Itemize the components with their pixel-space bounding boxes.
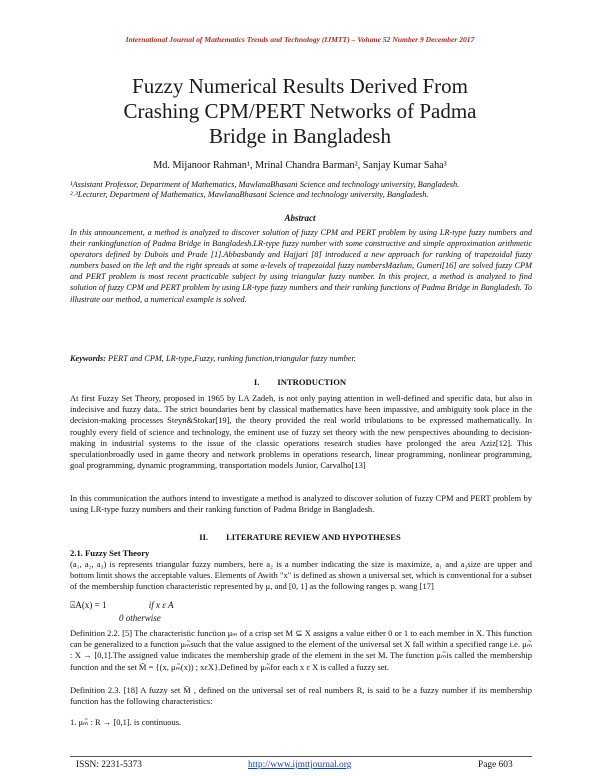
keywords-text: PERT and CPM, LR-type,Fuzzy, ranking function,triangular fuzzy number. xyxy=(105,354,356,363)
abstract-text: In this announcement, a method is analyzed to discover solution of fuzzy CPM and PERT problem by using LR-type fuzzy numbers and their rankingfunction of Padma Bridge in Bangladesh.LR-type fuzzy number with some constructive and simple approximation arithmetic operators defined by Dubois and Prade [1].Abbasbandy and Hajjari [8] introduced a new approach for ranking of trapezoidal fuzzy numbers based on the left and the right spreads at some α-levels of trapezoidal fuzzy numbersMazlum, Gumeri[16] are solved fuzzy CPM and PERT problem is most recent practicable subject by using triangular fuzzy number. In this project, a method is analyzed to find solution of fuzzy CPM and PERT problem by using LR-type fuzzy numbers and their ranking functions of Padma Bridge in Bangladesh. To illustrate our method, a numerical example is solved. xyxy=(70,228,532,304)
membership-condition: if x ε A xyxy=(148,600,174,610)
authors: Md. Mijanoor Rahman¹, Mrinal Chandra Barman², Sanjay Kumar Saha³ xyxy=(153,160,447,171)
membership-formula-line1 xyxy=(70,600,174,611)
definition-2-2: Definition 2.2. [5] The characteristic function μₘ of a crisp set M ⊆ X assigns a value either 0 or 1 to each member in X. This function can be generalized to a function μₘ̃such that the value assigned to the element of the universal set X fall within a specified range i.e. μₘ̃ : X → [0,1].The assigned value indicates the membership grade of the element in the set M. The function μₘ̃is called the membership function and the set M̃ = {(x, μₘ̃(x)) ; xεX}.Defined by μₘ̃for each x ε X is called a fuzzy set. xyxy=(70,628,532,672)
footer-url-link[interactable]: http://www.ijmttjournal.org xyxy=(248,760,352,770)
section-heading-introduction xyxy=(0,377,600,387)
title-line-3: Bridge in Bangladesh xyxy=(209,124,391,148)
footer-issn: ISSN: 2231-5373 xyxy=(76,760,142,770)
journal-header: International Journal of Mathematics Trends and Technology (IJMTT) – Volume 52 Number 9 December 2017 xyxy=(125,35,475,44)
affiliations xyxy=(70,180,550,200)
fuzzy-set-paragraph: (a₁, a₂, a₃) is represents triangular fuzzy numbers, here a₂ is a number indicating the size is maximize, a₁ and a₃size are upper and bottom limit shows the acceptable values. Elements of Awith "x" is defined as shown a universal set, which is conventional for a subset of the membership function characteristic represented by μ, and [0, 1] as the following ranges p. wang [17] xyxy=(70,559,532,592)
title-line-1: Fuzzy Numerical Results Derived From xyxy=(132,74,468,98)
intro-paragraph-1: At first Fuzzy Set Theory, proposed in 1965 by LA Zadeh, is not only paying attention in well-defined and specific data, but also in indecisive and fuzzy data.. The strict boundaries bent by classical mathematics have been impassive, and ambiguity took place in the decision-making processes Steyn&Stokar[19], the theory provided the real world tribulations to be expressed mathematically. In roughly every field of science and technology, the eminent use of fuzzy set theory with the new perspectives abounding to decision-making in industrial systems to the issue of the classic operations research studies have prolonged the area Aziz[12]. This speculationbroadly used in game theory and network problems in operations research, linear programming, nonlinear programming, goal programming, dynamic programming, transportation models Junior, Carvalho[13] xyxy=(70,393,532,471)
membership-lhs: ⍓A(x) = 1 xyxy=(70,600,107,610)
affiliation-1: ¹Assistant Professor, Department of Mathematics, MawlanaBhasani Science and technology university, Bangladesh. xyxy=(70,180,460,189)
definition-2-3: Definition 2.3. [18] A fuzzy set M̃ , defined on the universal set of real numbers R, is said to be a fuzzy number if its membership function has the following characteristics: xyxy=(70,685,532,707)
paper-title xyxy=(60,74,540,149)
section-number: I. xyxy=(253,377,260,387)
membership-formula-line2: 0 otherwise xyxy=(119,613,161,623)
abstract-heading: Abstract xyxy=(284,213,316,223)
intro-paragraph-2: In this communication the authors intend to investigate a method is analyzed to discover solution of fuzzy CPM and PERT problem by using LR-type fuzzy numbers and their ranking function of Padma Bridge in Bangladesh. xyxy=(70,493,532,515)
footer-divider xyxy=(70,756,532,757)
footer-page-number: Page 603 xyxy=(478,760,513,770)
affiliation-2: ²˒³Lecturer, Department of Mathematics, MawlanaBhasani Science and technology university, Bangladesh. xyxy=(70,190,429,199)
section-title: INTRODUCTION xyxy=(277,377,347,387)
keywords xyxy=(70,354,532,363)
subsection-heading: 2.1. Fuzzy Set Theory xyxy=(70,548,150,558)
characteristic-item-1: 1. μₘ̃ : R → [0,1]. is continuous. xyxy=(70,717,182,727)
section-number: II. xyxy=(199,532,209,542)
section-title: LITERATURE REVIEW AND HYPOTHESES xyxy=(226,532,401,542)
title-line-2: Crashing CPM/PERT Networks of Padma xyxy=(123,99,477,123)
section-heading-literature xyxy=(0,532,600,542)
keywords-label: Keywords: xyxy=(70,354,106,363)
